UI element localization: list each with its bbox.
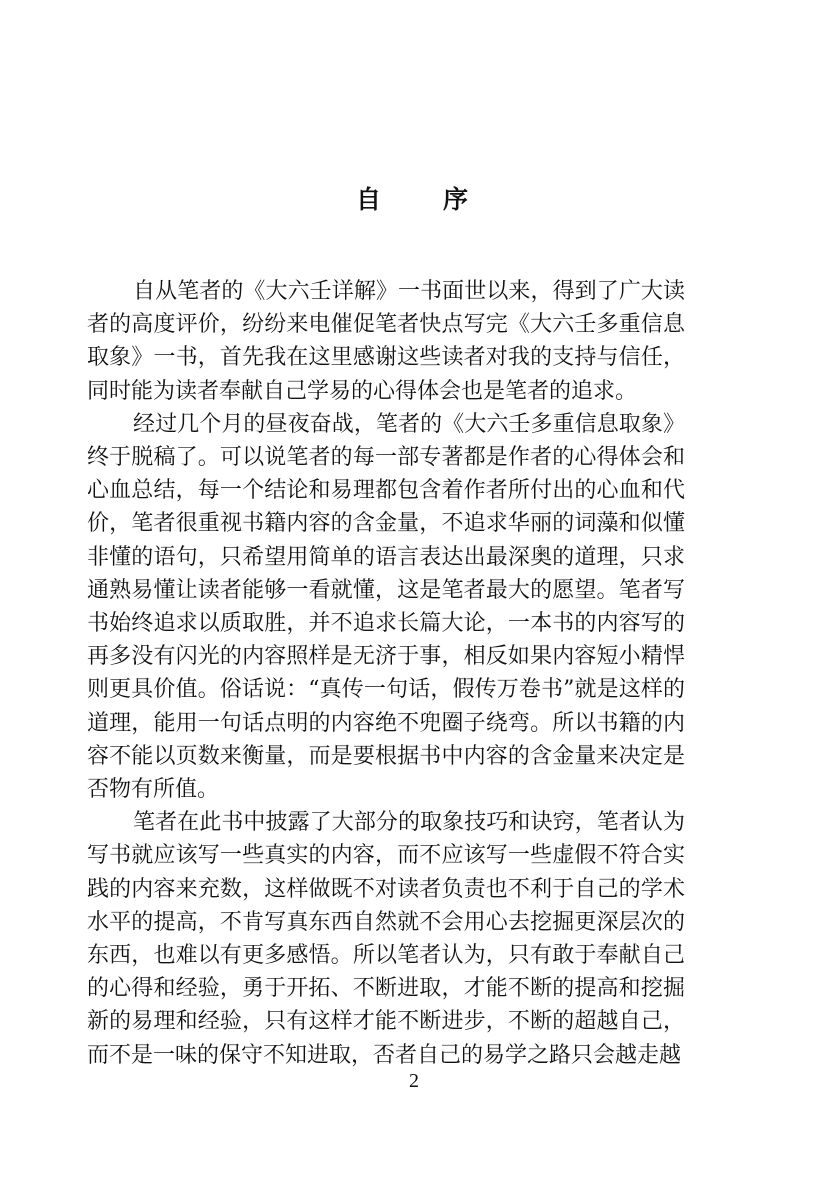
page-title: 自 序	[355, 185, 472, 214]
paragraph-2: 经过几个月的昼夜奋战，笔者的《大六壬多重信息取象》终于脱稿了。可以说笔者的每一部专著都是作者的心得体会和心血总结，每一个结论和易理都包含着作者所付出的心血和代价，笔者很重视书籍内容的含金量，不追求华丽的词藻和似懂非懂的语句，只希望用简单的语言表达出最深奥的道理，只求通熟易懂让读者能够一看就懂，这是笔者最大的愿望。笔者写书始终追求以质取胜，并不追求长篇大论，一本书的内容写的再多没有闪光的内容照样是无济于事，相反如果内容短小精悍则更具价值。俗话说：“真传一句话，假传万卷书”就是这样的道理，能用一句话点明的内容绝不兜圈子绕弯。所以书籍的内容不能以页数来衡量，而是要根据书中内容的含金量来决定是否物有所值。	[87, 411, 685, 803]
paragraph-3: 笔者在此书中披露了大部分的取象技巧和诀窍，笔者认为写书就应该写一些真实的内容，而不应该写一些虚假不符合实践的内容来充数，这样做既不对读者负责也不利于自己的学术水平的提高，不肯写真东西自然就不会用心去挖掘更深层次的东西，也难以有更多感悟。所以笔者认为，只有敢于奉献自己的心得和经验，勇于开拓、不断进取，才能不断的提高和挖掘新的易理和经验，只有这样才能不断进步，不断的超越自己，而不是一味的保守不知进取，否者自己的易学之路只会越走越	[87, 810, 685, 1068]
page-number: 2	[409, 1070, 419, 1092]
paragraph-1: 自从笔者的《大六壬详解》一书面世以来，得到了广大读者的高度评价，纷纷来电催促笔者快点写完《大六壬多重信息取象》一书，首先我在这里感谢这些读者对我的支持与信任，同时能为读者奉献自己学易的心得体会也是笔者的追求。	[87, 279, 685, 404]
body-text	[87, 275, 685, 1072]
